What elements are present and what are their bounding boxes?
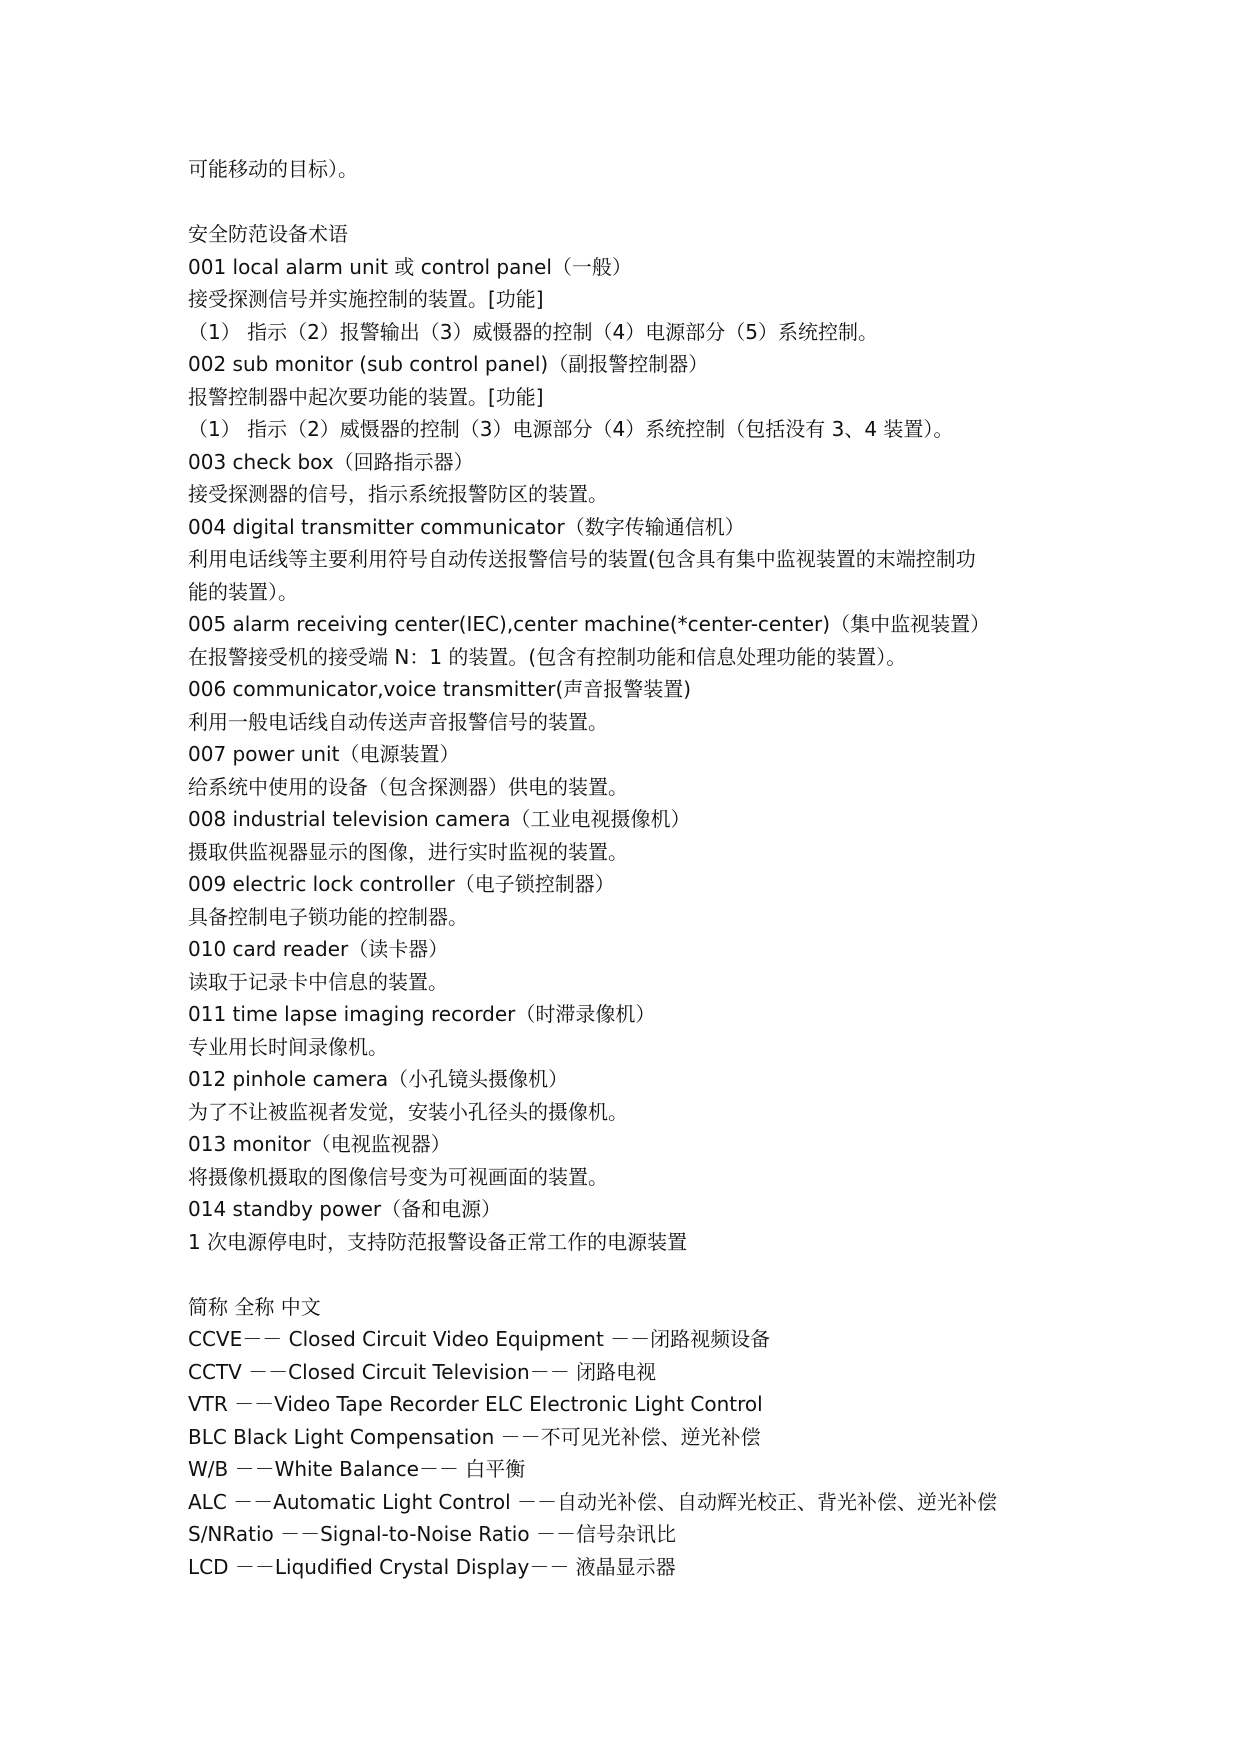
abbreviation-line: LCD －－Liqudified Crystal Display－－ 液晶显示器 [188, 1554, 676, 1579]
abbreviation-line: ALC －－Automatic Light Control －－自动光补偿、自动辉光校正、背光补偿、逆光补偿 [188, 1489, 997, 1514]
abbreviation-line: W/B －－White Balance－－ 白平衡 [188, 1457, 526, 1481]
term-line: 008 industrial television camera（工业电视摄像机） [188, 807, 691, 831]
term-line: 摄取供监视器显示的图像，进行实时监视的装置。 [188, 839, 628, 864]
term-line: 1 次电源停电时，支持防范报警设备正常工作的电源装置 [188, 1229, 688, 1254]
section-heading-abbreviations: 简称 全称 中文 [188, 1294, 321, 1319]
term-line: 010 card reader（读卡器） [188, 937, 449, 961]
term-line: 009 electric lock controller（电子锁控制器） [188, 872, 615, 896]
term-line: 接受探测信号并实施控制的装置。[功能] [188, 287, 544, 311]
abbreviation-line: CCVE－－ Closed Circuit Video Equipment －－闭路视频设备 [188, 1327, 771, 1351]
term-line: 011 time lapse imaging recorder（时滞录像机） [188, 1002, 656, 1026]
term-line: 002 sub monitor (sub control panel)（副报警控制器） [188, 352, 709, 376]
abbreviation-line: CCTV －－Closed Circuit Television－－ 闭路电视 [188, 1359, 657, 1384]
term-line: 007 power unit（电源装置） [188, 742, 460, 766]
term-line: （1） 指示（2）威慑器的控制（3）电源部分（4）系统控制（包括没有 3、4 装置）。 [188, 417, 954, 441]
term-line: 012 pinhole camera（小孔镜头摄像机） [188, 1067, 569, 1091]
term-line: 读取于记录卡中信息的装置。 [188, 969, 448, 994]
term-line: 为了不让被监视者发觉，安装小孔径头的摄像机。 [188, 1099, 628, 1124]
term-line: 具备控制电子锁功能的控制器。 [188, 904, 468, 929]
abbreviation-line: BLC Black Light Compensation －－不可见光补偿、逆光补偿 [188, 1424, 761, 1449]
spacer [188, 186, 1088, 219]
abbreviation-line: S/NRatio －－Signal-to-Noise Ratio －－信号杂讯比 [188, 1522, 676, 1546]
term-line: 给系统中使用的设备（包含探测器）供电的装置。 [188, 774, 628, 799]
term-line: 将摄像机摄取的图像信号变为可视画面的装置。 [188, 1164, 608, 1189]
term-line: （1） 指示（2）报警输出（3）威慑器的控制（4）电源部分（5）系统控制。 [188, 319, 878, 344]
term-line: 014 standby power（备和电源） [188, 1197, 502, 1221]
term-line: 接受探测器的信号，指示系统报警防区的装置。 [188, 482, 608, 506]
term-line: 004 digital transmitter communicator（数字传输通信机） [188, 514, 745, 539]
term-line: 013 monitor（电视监视器） [188, 1132, 451, 1156]
term-line: 能的装置）。 [188, 579, 298, 604]
term-line: 001 local alarm unit 或 control panel（一般） [188, 254, 632, 279]
intro-tail-text: 可能移动的目标）。 [188, 157, 358, 181]
term-line: 报警控制器中起次要功能的装置。[功能] [188, 384, 544, 409]
term-line: 利用一般电话线自动传送声音报警信号的装置。 [188, 709, 608, 734]
section-heading-terms: 安全防范设备术语 [188, 222, 348, 246]
spacer [188, 1258, 1088, 1291]
term-line: 在报警接受机的接受端 N：1 的装置。(包含有控制功能和信息处理功能的装置）。 [188, 644, 907, 669]
document-page [188, 153, 1088, 1583]
term-line: 专业用长时间录像机。 [188, 1034, 388, 1059]
term-line: 利用电话线等主要利用符号自动传送报警信号的装置(包含具有集中监视装置的末端控制功 [188, 547, 976, 571]
term-line: 003 check box（回路指示器） [188, 449, 474, 474]
term-line: 005 alarm receiving center(IEC),center machine(*center-center)（集中监视装置） [188, 612, 991, 636]
term-line: 006 communicator,voice transmitter(声音报警装置) [188, 677, 692, 701]
abbreviation-line: VTR －－Video Tape Recorder ELC Electronic Light Control [188, 1392, 763, 1416]
